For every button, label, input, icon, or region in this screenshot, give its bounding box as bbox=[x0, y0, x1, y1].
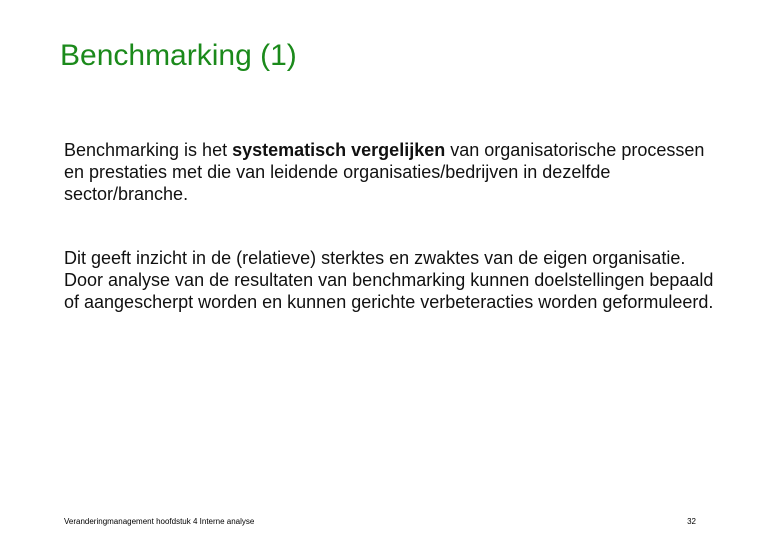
paragraph-purpose: Dit geeft inzicht in de (relatieve) sterktes en zwaktes van de eigen organisatie. Door analyse van de resultaten van benchmarking kunnen doelstellingen bepaald of aangescherpt worden en kunnen gerichte verbeteracties worden geformuleerd. bbox=[64, 248, 714, 312]
slide-title: Benchmarking (1) bbox=[60, 39, 297, 72]
paragraph-definition-end: van organisatorische processen en prestaties met die van leidende organisaties/bedrijven in dezelfde sector/branche. bbox=[64, 140, 705, 204]
paragraph-definition-emphasis: systematisch vergelijken bbox=[232, 140, 446, 160]
paragraph-definition bbox=[64, 139, 724, 205]
footer-text: Veranderingmanagement hoofdstuk 4 Interne analyse bbox=[64, 517, 255, 526]
paragraph-definition-start: Benchmarking is het bbox=[64, 140, 233, 160]
page-number: 32 bbox=[687, 517, 696, 526]
